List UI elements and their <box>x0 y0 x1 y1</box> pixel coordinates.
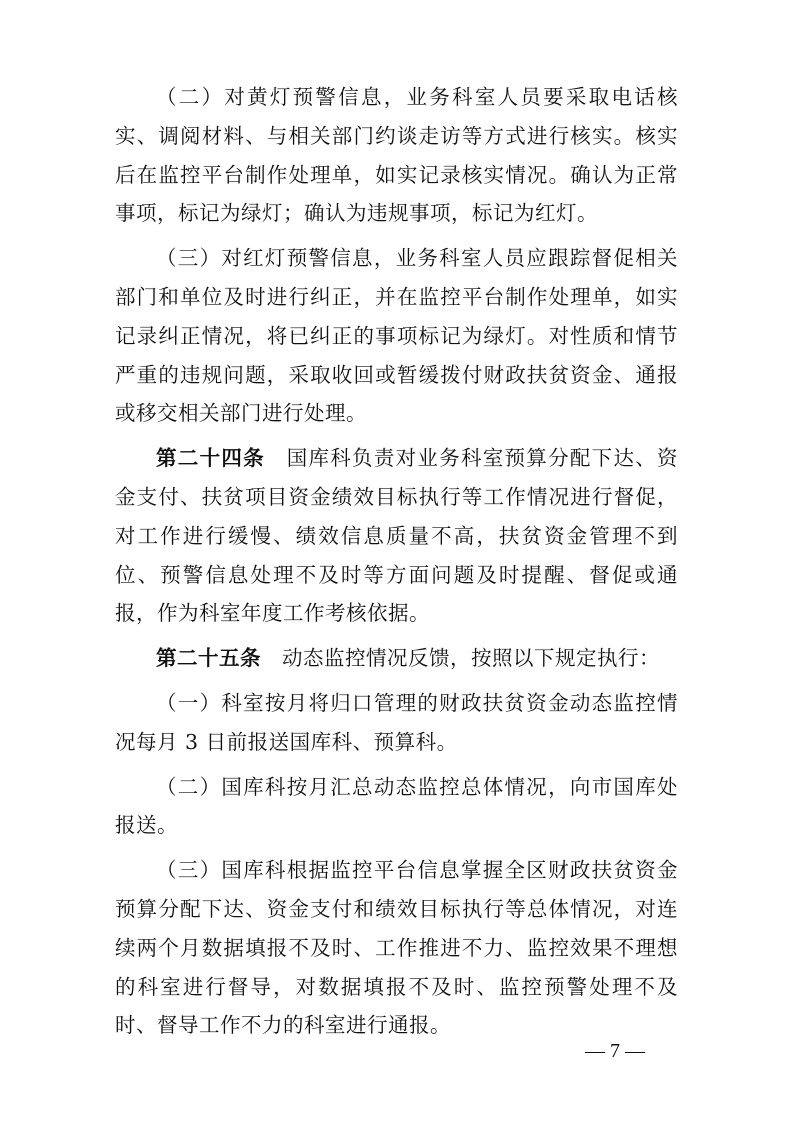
paragraph-item-1 <box>115 684 678 762</box>
paragraph-red-light <box>115 239 678 433</box>
article-25-heading: 第二十五条 <box>156 646 261 671</box>
paragraph-text: （二）国库科按月汇总动态监控总体情况，向市国库处报送。 <box>115 774 678 838</box>
paragraph-item-3 <box>115 851 678 1045</box>
page-number: — 7 — <box>585 1040 645 1062</box>
paragraph-article-24 <box>115 439 678 633</box>
paragraph-text: 国库科负责对业务科室预算分配下达、资金支付、扶贫项目资金绩效目标执行等工作情况进行督促，对工作进行缓慢、绩效信息质量不高，扶贫资金管理不到位、预警信息处理不及时等方面问题及时提醒、督促或通报，作为科室年度工作考核依据。 <box>115 446 679 626</box>
paragraph-text: 动态监控情况反馈，按照以下规定执行： <box>261 646 660 671</box>
paragraph-text: （二）对黄灯预警信息，业务科室人员要采取电话核实、调阅材料、与相关部门约谈走访等方式进行核实。核实后在监控平台制作处理单，如实记录核实情况。确认为正常事项，标记为绿灯；确认为违规事项，标记为红灯。 <box>115 85 678 226</box>
paragraph-text: （一）科室按月将归口管理的财政扶贫资金动态监控情况每月 3 日前报送国库科、预算科。 <box>115 690 678 754</box>
paragraph-text: （三）对红灯预警信息，业务科室人员应跟踪督促相关部门和单位及时进行纠正，并在监控平台制作处理单，如实记录纠正情况，将已纠正的事项标记为绿灯。对性质和情节严重的违规问题，采取收回或暂缓拨付财政扶贫资金、通报或移交相关部门进行处理。 <box>115 246 678 426</box>
paragraph-article-25 <box>115 639 678 678</box>
paragraph-item-2 <box>115 768 678 846</box>
document-body <box>115 78 678 1051</box>
paragraph-yellow-light <box>115 78 678 233</box>
paragraph-text: （三）国库科根据监控平台信息掌握全区财政扶贫资金预算分配下达、资金支付和绩效目标执行等总体情况，对连续两个月数据填报不及时、工作推进不力、监控效果不理想的科室进行督导，对数据填报不及时、监控预警处理不及时、督导工作不力的科室进行通报。 <box>115 858 678 1038</box>
article-24-heading: 第二十四条 <box>156 446 265 471</box>
